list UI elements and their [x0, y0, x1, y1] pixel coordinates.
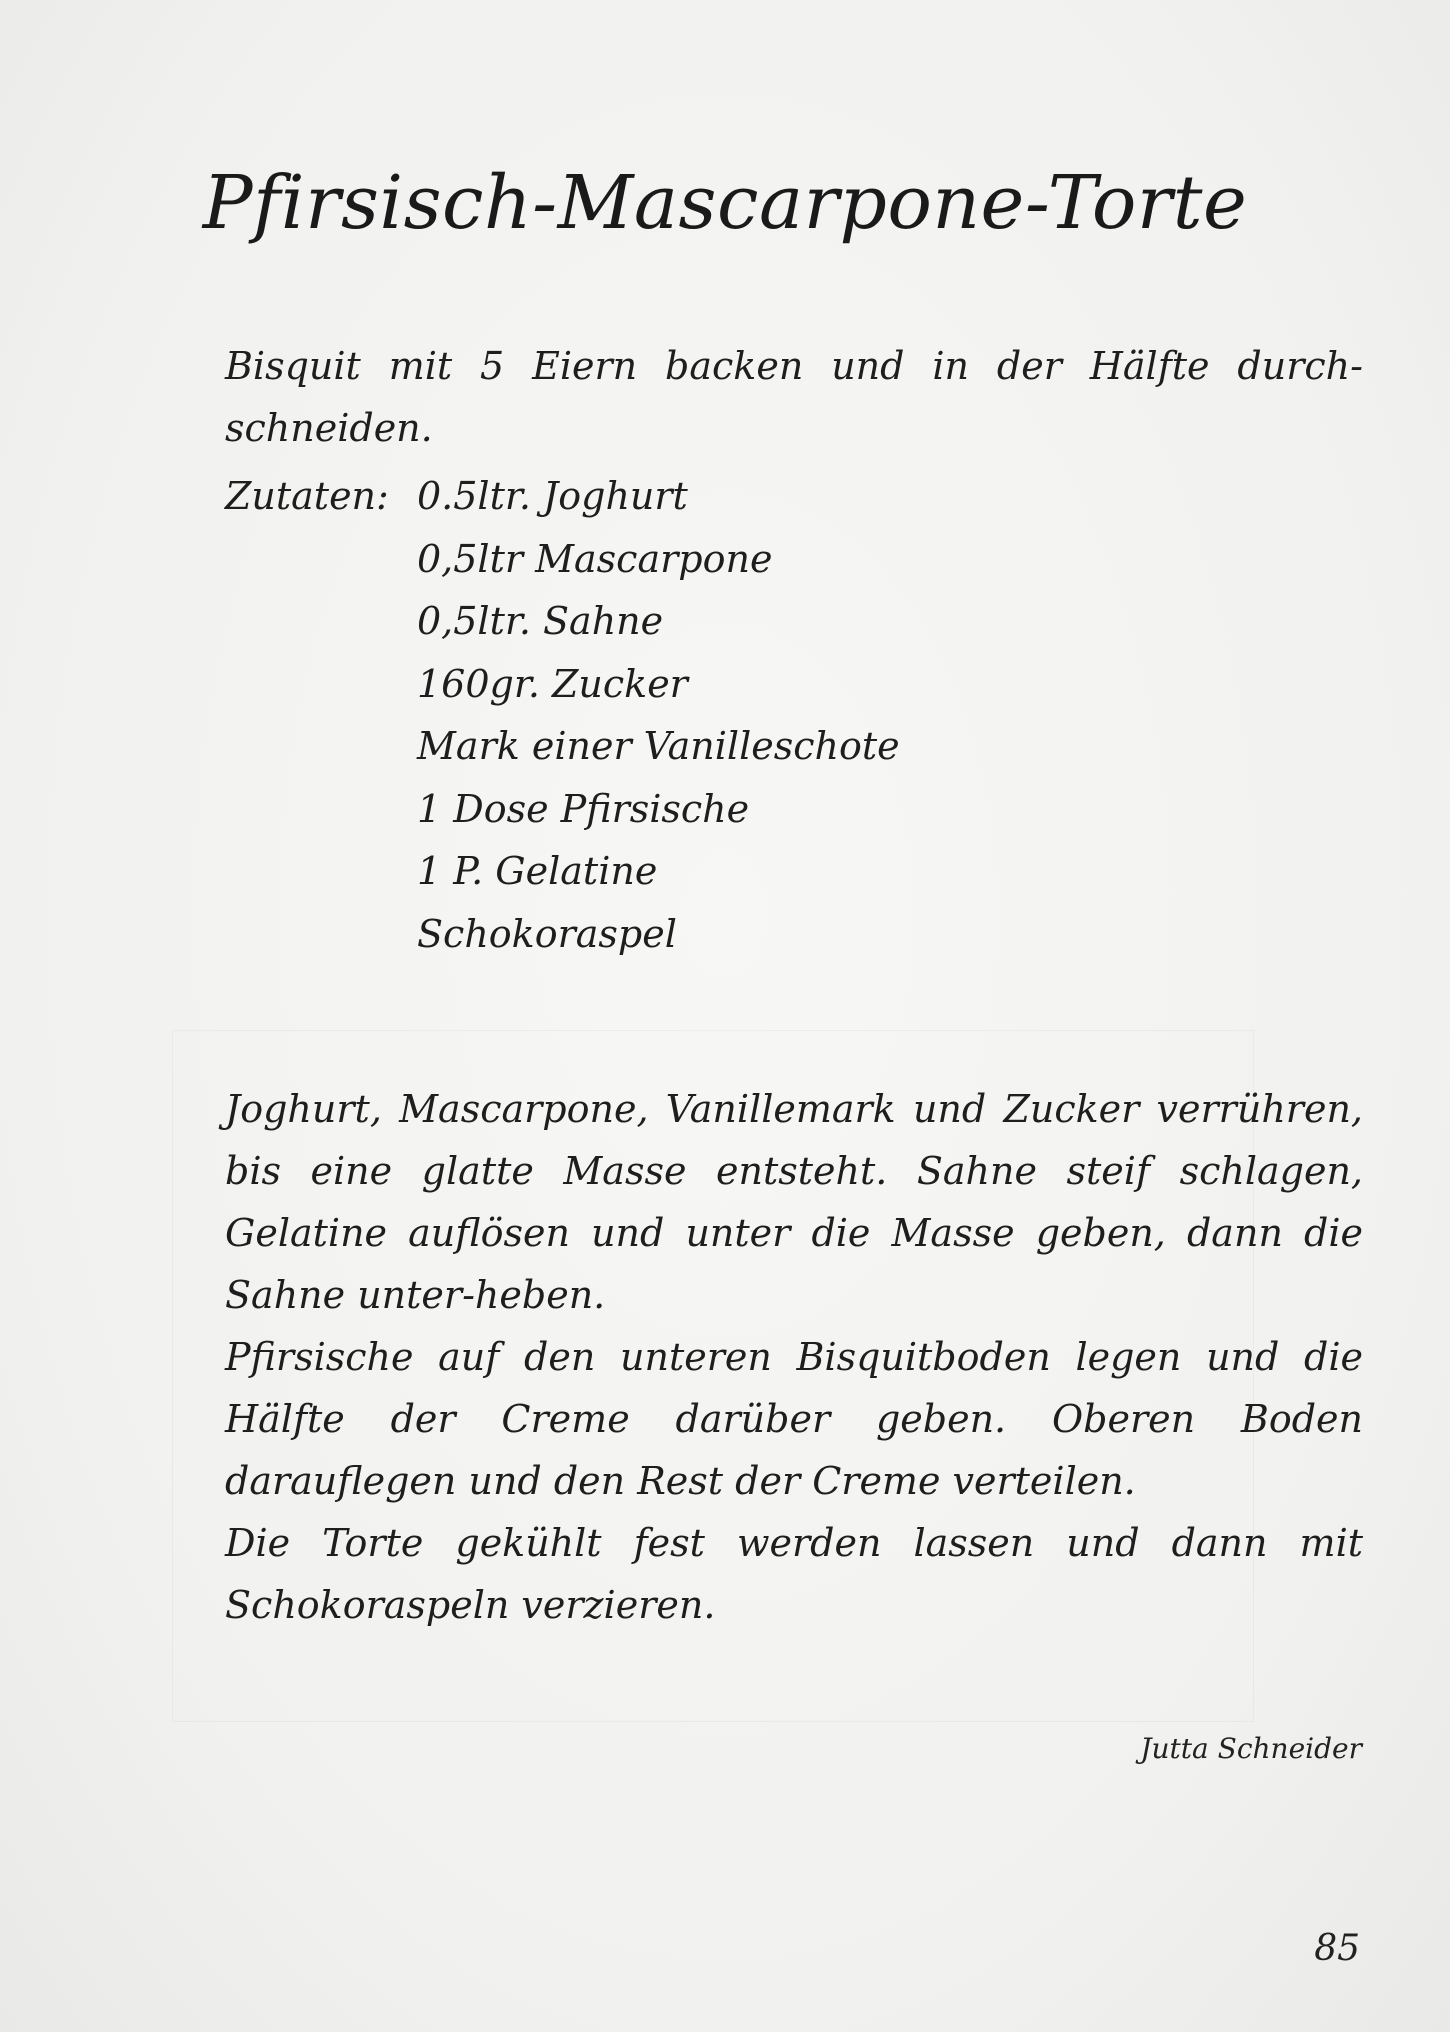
ingredient-item: 0.5ltr. Joghurt: [417, 474, 688, 518]
ingredient-item: Mark einer Vanilleschote: [417, 724, 900, 768]
instruction-paragraph: Joghurt, Mascarpone, Vanillemark und Zucker verrühren, bis eine glatte Masse entsteht. Sahne steif schlagen, Gelatine auflösen und unter die Masse geben, dann die Sahne unter-heben.: [225, 1087, 1363, 1317]
instruction-paragraph: Pfirsische auf den unteren Bisquitboden legen und die Hälfte der Creme darüber geben. Oberen Boden darauflegen und den Rest der Creme verteilen.: [225, 1335, 1363, 1503]
author-signature: Jutta Schneider: [1140, 1732, 1362, 1765]
instruction-paragraph: Die Torte gekühlt fest werden lassen und dann mit Schokoraspeln verzieren.: [225, 1521, 1363, 1627]
ingredient-item: 1 Dose Pfirsische: [417, 786, 750, 831]
ingredient-item: 0,5ltr. Sahne: [417, 599, 664, 643]
page-number: 85: [1314, 1928, 1360, 1969]
ingredient-item: 1 P. Gelatine: [417, 849, 658, 893]
ingredients-list: [417, 465, 900, 965]
recipe-instructions: [225, 1078, 1363, 1636]
recipe-intro: Bisquit mit 5 Eiern backen und in der Hälfte durch-schneiden.: [225, 344, 1363, 450]
ingredients-label: Zutaten:: [225, 474, 389, 518]
ingredient-item: 0,5ltr Mascarpone: [417, 536, 773, 581]
ingredient-item: 160gr. Zucker: [417, 661, 688, 706]
recipe-title: Pfirsisch-Mascarpone-Torte: [202, 160, 1248, 246]
ingredient-item: Schokoraspel: [417, 911, 677, 956]
